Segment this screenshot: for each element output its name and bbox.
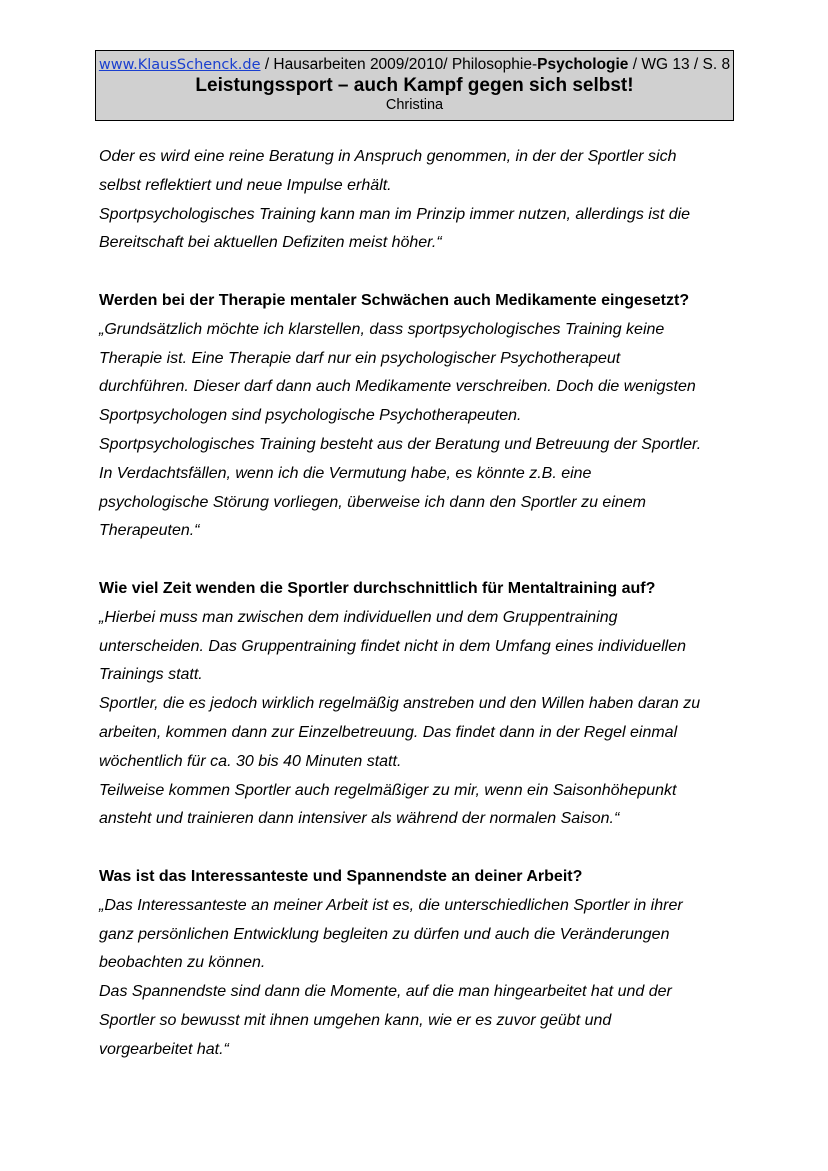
answer-line: vorgearbeitet hat.“: [99, 1040, 229, 1058]
header-path-bold: Psychologie: [537, 56, 629, 73]
answer-line: arbeiten, kommen dann zur Einzelbetreuung. Das findet dann in der Regel einmal: [99, 723, 678, 741]
question-heading: Werden bei der Therapie mentaler Schwächen auch Medikamente eingesetzt?: [99, 291, 690, 309]
answer-line: Sportler, die es jedoch wirklich regelmäßig anstreben und den Willen haben daran zu: [99, 695, 701, 713]
document-title: Leistungssport – auch Kampf gegen sich selbst!: [195, 75, 634, 96]
answer-line: ganz persönlichen Entwicklung begleiten zu dürfen und auch die Veränderungen: [99, 925, 670, 943]
answer-line: ansteht und trainieren dann intensiver als während der normalen Saison.“: [99, 810, 620, 828]
interview-section: [99, 863, 739, 1065]
header-path-prefix: / Hausarbeiten 2009/2010/ Philosophie-: [260, 56, 538, 73]
answer-line: Sportpsychologen sind psychologische Psychotherapeuten.: [99, 407, 522, 425]
answer-line: Therapie ist. Eine Therapie darf nur ein psychologischer Psychotherapeut: [99, 349, 621, 367]
intro-paragraph: [99, 143, 739, 258]
answer-line: „Das Interessanteste an meiner Arbeit ist es, die unterschiedlichen Sportler in ihrer: [99, 896, 683, 914]
answer-line: In Verdachtsfällen, wenn ich die Vermutung habe, es könnte z.B. eine: [99, 464, 592, 482]
answer-line: beobachten zu können.: [99, 954, 266, 972]
answer-line: Teilweise kommen Sportler auch regelmäßiger zu mir, wenn ein Saisonhöhepunkt: [99, 781, 677, 799]
text-line: Bereitschaft bei aktuellen Defiziten meist höher.“: [99, 234, 442, 252]
question-heading: Wie viel Zeit wenden die Sportler durchschnittlich für Mentaltraining auf?: [99, 579, 656, 597]
interview-section: [99, 575, 739, 834]
interview-section: [99, 287, 739, 546]
answer-line: Sportler so bewusst mit ihnen umgehen kann, wie er es zuvor geübt und: [99, 1011, 612, 1029]
header-path: [96, 55, 733, 75]
header-path-suffix: / WG 13 / S. 8: [628, 56, 731, 73]
answer-line: Sportpsychologisches Training besteht aus der Beratung und Betreuung der Sportler.: [99, 435, 702, 453]
document-author: Christina: [385, 97, 444, 113]
question-heading: Was ist das Interessanteste und Spannendste an deiner Arbeit?: [99, 867, 583, 885]
answer-line: wöchentlich für ca. 30 bis 40 Minuten statt.: [99, 752, 402, 770]
answer-line: Therapeuten.“: [99, 522, 200, 540]
answer-line: unterscheiden. Das Gruppentraining findet nicht in dem Umfang eines individuellen: [99, 637, 687, 655]
text-line: selbst reflektiert und neue Impulse erhält.: [99, 176, 392, 194]
answer-line: „Hierbei muss man zwischen dem individuellen und dem Gruppentraining: [99, 608, 618, 626]
answer-line: „Grundsätzlich möchte ich klarstellen, dass sportpsychologisches Training keine: [99, 320, 665, 338]
document-body: [99, 143, 739, 1065]
site-link[interactable]: www.KlausSchenck.de: [98, 57, 261, 73]
text-line: Sportpsychologisches Training kann man im Prinzip immer nutzen, allerdings ist die: [99, 205, 691, 223]
page-header: [95, 50, 734, 121]
answer-line: Trainings statt.: [99, 666, 203, 684]
answer-line: Das Spannendste sind dann die Momente, auf die man hingearbeitet hat und der: [99, 983, 672, 1001]
answer-line: durchführen. Dieser darf dann auch Medikamente verschreiben. Doch die wenigsten: [99, 378, 696, 396]
answer-line: psychologische Störung vorliegen, überweise ich dann den Sportler zu einem: [99, 493, 646, 511]
text-line: Oder es wird eine reine Beratung in Anspruch genommen, in der der Sportler sich: [99, 148, 677, 165]
